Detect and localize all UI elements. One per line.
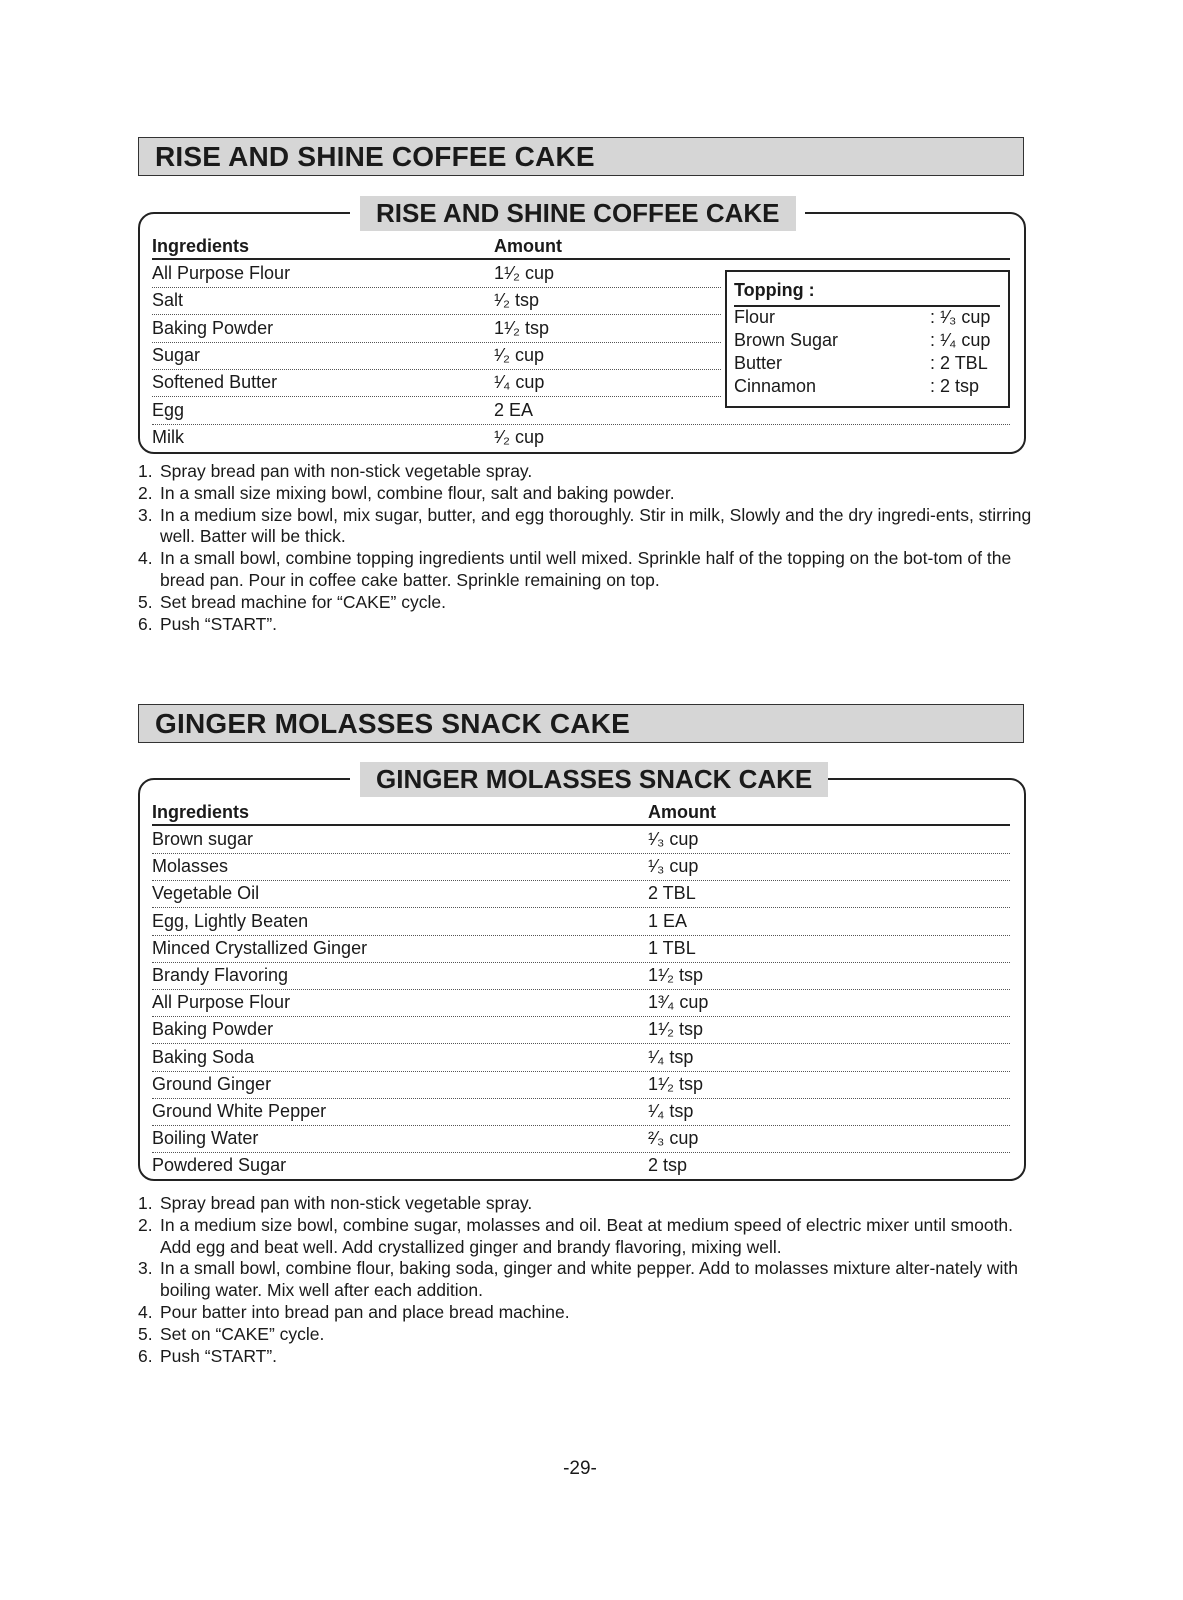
topping-amount: : ¹⁄₃ cup — [930, 307, 991, 327]
ingredients-header: Ingredients — [152, 236, 250, 256]
ingredient-name: Powdered Sugar — [152, 1155, 287, 1176]
ingredient-amount: 2 TBL — [648, 883, 696, 904]
recipe2-banner — [138, 704, 1024, 743]
step-number: 1. — [138, 1193, 153, 1213]
recipe1-table-header — [152, 234, 1010, 260]
ingredient-amount: 1¹⁄₂ tsp — [648, 1073, 704, 1094]
ingredient-amount: 1¹⁄₂ cup — [494, 263, 555, 283]
ingredient-name: Salt — [152, 290, 184, 311]
step-text: In a small bowl, combine topping ingredients until well mixed. Sprinkle half of the topping on the bot-tom of the bread pan. Pour in coffee cake batter. Sprinkle remaining on top. — [160, 548, 1012, 590]
ingredient-row — [152, 854, 1010, 881]
topping-row — [734, 330, 1002, 353]
instruction-step — [138, 505, 1038, 549]
ingredient-name: All Purpose Flour — [152, 263, 291, 283]
step-text: Push “START”. — [160, 613, 278, 634]
ingredient-amount: ¹⁄₂ cup — [494, 344, 545, 365]
ingredients-header: Ingredients — [152, 802, 250, 822]
ingredient-row — [152, 1153, 1010, 1180]
topping-name: Cinnamon — [734, 376, 817, 396]
step-text: Pour batter into bread pan and place bread machine. — [160, 1301, 570, 1322]
amount-header: Amount — [494, 236, 562, 256]
ingredient-amount: 1¹⁄₂ tsp — [648, 1019, 704, 1040]
ingredient-amount: 1 EA — [648, 910, 688, 931]
recipe1-box-title: RISE AND SHINE COFFEE CAKE — [360, 196, 796, 231]
ingredient-name: Sugar — [152, 344, 201, 365]
topping-name: Flour — [734, 307, 776, 327]
ingredient-row — [152, 316, 721, 343]
ingredient-amount: 2 EA — [494, 399, 534, 420]
recipe1-steps — [138, 461, 1038, 635]
step-number: 2. — [138, 482, 153, 503]
ingredient-amount: 1 TBL — [648, 937, 696, 958]
ingredient-name: Softened Butter — [152, 372, 278, 393]
ingredient-row — [152, 827, 1010, 854]
step-text: In a medium size bowl, combine sugar, molasses and oil. Beat at medium speed of electric mixer until smooth. Add egg and beat well. Add crystallized ginger and brandy flavoring, mixing well. — [160, 1214, 1014, 1257]
step-text: Set bread machine for “CAKE” cycle. — [160, 591, 446, 612]
ingredient-name: Milk — [152, 426, 184, 447]
ingredient-name: Brown sugar — [152, 829, 254, 849]
ingredient-row — [152, 1017, 1010, 1044]
ingredient-row — [152, 1045, 1010, 1072]
topping-amount: : 2 tsp — [930, 376, 980, 396]
ingredient-amount: 1¹⁄₂ tsp — [494, 317, 550, 338]
page-number: -29- — [563, 1458, 597, 1479]
instruction-step — [138, 1302, 1038, 1324]
topping-amount: : ¹⁄₄ cup — [930, 330, 991, 350]
topping-amount: : 2 TBL — [930, 353, 988, 373]
ingredient-name: Egg — [152, 399, 185, 420]
instruction-step — [138, 461, 1038, 483]
instruction-step — [138, 614, 1038, 636]
ingredient-name: Boiling Water — [152, 1128, 259, 1149]
ingredient-name: All Purpose Flour — [152, 992, 291, 1013]
ingredient-row — [152, 1126, 1010, 1153]
step-text: In a small bowl, combine flour, baking soda, ginger and white pepper. Add to molasses mixture alter-nately with boiling water. Mix well after each addition. — [160, 1258, 1018, 1301]
amount-header: Amount — [648, 802, 716, 822]
step-number: 3. — [138, 1258, 153, 1279]
instruction-step — [138, 548, 1038, 592]
ingredient-row — [152, 881, 1010, 908]
instruction-step — [138, 1346, 1038, 1368]
ingredient-amount: 1³⁄₄ cup — [648, 992, 709, 1013]
step-text: Push “START”. — [160, 1345, 278, 1366]
instruction-step — [138, 1324, 1038, 1346]
ingredient-name: Vegetable Oil — [152, 883, 260, 904]
ingredient-row — [152, 425, 1010, 452]
topping-row — [734, 307, 1002, 330]
ingredient-row — [152, 370, 721, 397]
ingredient-row — [152, 936, 1010, 963]
topping-name: Butter — [734, 353, 783, 373]
ingredient-amount: ¹⁄₄ tsp — [648, 1046, 694, 1067]
step-number: 1. — [138, 461, 153, 481]
ingredient-row — [152, 343, 721, 370]
ingredient-name: Ground Ginger — [152, 1073, 272, 1094]
ingredient-name: Baking Soda — [152, 1046, 255, 1067]
step-number: 4. — [138, 548, 153, 569]
ingredient-amount: 1¹⁄₂ tsp — [648, 965, 704, 985]
topping-title: Topping : — [734, 278, 1000, 307]
ingredient-row — [152, 990, 1010, 1017]
topping-row — [734, 353, 1002, 376]
ingredient-amount: ¹⁄₃ cup — [648, 829, 699, 849]
step-text: In a medium size bowl, mix sugar, butter, and egg thoroughly. Stir in milk, Slowly and the dry ingredi-ents, stirring well. Batter will be thick. — [160, 504, 1032, 547]
ingredient-row — [152, 1072, 1010, 1099]
step-number: 6. — [138, 613, 153, 634]
ingredient-name: Brandy Flavoring — [152, 965, 289, 985]
ingredient-name: Egg, Lightly Beaten — [152, 910, 309, 931]
recipe2-steps — [138, 1193, 1038, 1367]
ingredient-amount: ¹⁄₂ cup — [494, 426, 545, 447]
instruction-step — [138, 1193, 1038, 1215]
ingredient-amount: ¹⁄₂ tsp — [494, 290, 539, 311]
topping-row — [734, 376, 1002, 399]
ingredient-name: Baking Powder — [152, 1019, 274, 1040]
recipe1-banner-title: RISE AND SHINE COFFEE CAKE — [155, 141, 595, 172]
ingredient-name: Minced Crystallized Ginger — [152, 937, 368, 958]
ingredient-row — [152, 261, 721, 288]
instruction-step — [138, 592, 1038, 614]
ingredient-row — [152, 909, 1010, 936]
step-text: Spray bread pan with non-stick vegetable spray. — [160, 1193, 533, 1213]
ingredient-amount: 2 tsp — [648, 1155, 688, 1176]
ingredient-amount: ¹⁄₄ cup — [494, 372, 545, 393]
ingredient-amount: ²⁄₃ cup — [648, 1128, 699, 1149]
recipe2-box-title: GINGER MOLASSES SNACK CAKE — [360, 762, 828, 797]
step-number: 5. — [138, 1323, 153, 1344]
step-number: 3. — [138, 504, 153, 525]
recipe2-table-header — [152, 800, 1010, 826]
topping-name: Brown Sugar — [734, 330, 839, 350]
step-number: 5. — [138, 591, 153, 612]
ingredient-amount: ¹⁄₃ cup — [648, 856, 699, 877]
ingredient-row — [152, 963, 1010, 990]
ingredient-row — [152, 288, 721, 315]
instruction-step — [138, 483, 1038, 505]
topping-box — [725, 270, 1010, 408]
ingredient-name: Ground White Pepper — [152, 1101, 327, 1121]
recipe2-ingredients-box — [138, 764, 1026, 1181]
recipe2-banner-title: GINGER MOLASSES SNACK CAKE — [155, 708, 631, 739]
step-number: 4. — [138, 1301, 153, 1322]
step-text: In a small size mixing bowl, combine flour, salt and baking powder. — [160, 482, 675, 503]
ingredient-name: Baking Powder — [152, 317, 274, 338]
instruction-step — [138, 1215, 1038, 1259]
ingredient-name: Molasses — [152, 856, 229, 877]
ingredient-row — [152, 1099, 1010, 1126]
step-text: Set on “CAKE” cycle. — [160, 1323, 325, 1344]
step-number: 2. — [138, 1214, 153, 1235]
step-number: 6. — [138, 1345, 153, 1366]
instruction-step — [138, 1258, 1038, 1302]
step-text: Spray bread pan with non-stick vegetable spray. — [160, 461, 533, 481]
ingredient-amount: ¹⁄₄ tsp — [648, 1101, 694, 1121]
recipe1-banner — [138, 137, 1024, 176]
